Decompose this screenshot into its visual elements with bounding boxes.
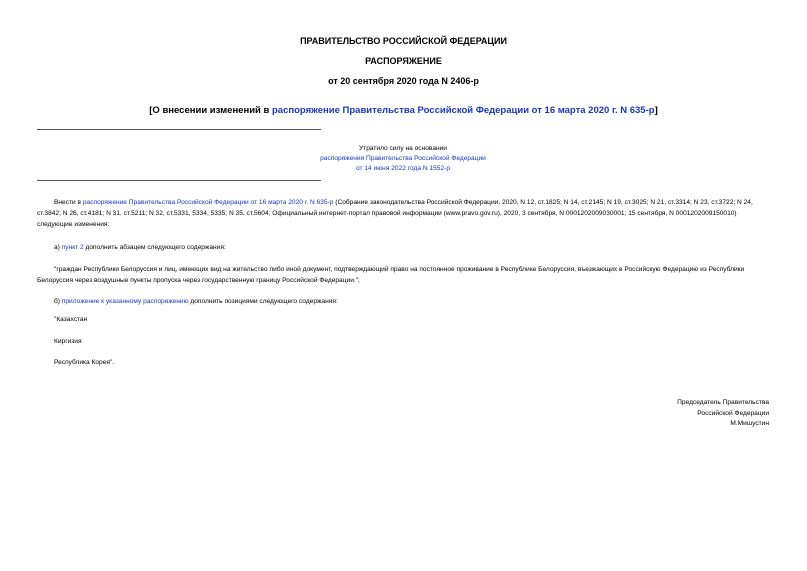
- repeal-note-line1: Утратило силу на основании: [359, 145, 447, 152]
- p1-link[interactable]: распоряжение Правительства Российской Федерации от 16 марта 2020 г. N 635-р: [82, 199, 334, 206]
- a-post: дополнить абзацем следующего содержания:: [83, 244, 226, 251]
- repeal-note-link2[interactable]: от 14 июня 2022 года N 1552-р: [356, 165, 450, 172]
- b-pre: б): [54, 298, 62, 305]
- list-item-kazakhstan: "Казахстан: [54, 316, 88, 323]
- divider-top: [37, 129, 321, 130]
- p1-post: (Собрание законодательства Российской Федерации, 2020, N 12, ст.1825; N 14, ст.2145; N 19, ст.3025; N 21, ст.3314; N 23, ст.3722; N 24, ст.3842; N 26, ст.4181; N 31, ст.5211; N 32, ст.5331, 5334, 5335; N 35, ст.5604; Официальный интернет-портал правовой информации (www.pravo.gov.ru), 2020, 3 сентября, N 0001202009030001; 15 сентября, N 0001202009150010) следующие изменения:: [37, 199, 753, 228]
- document-date-number: от 20 сентября 2020 года N 2406-р: [328, 76, 479, 86]
- list-item-korea: Республика Корея".: [54, 359, 115, 366]
- b-post: дополнить позициями следующего содержания:: [188, 298, 338, 305]
- paragraph-quote: "граждан Республики Белоруссия и лиц, имеющих вид на жительство либо иной документ, подтверждающий право на постоянное проживание в Республике Белоруссия, въезжающих в Российскую Федерацию из Республики Белоруссия через воздушные пункты пропуска через государственную границу Российской Федерации.";: [37, 266, 745, 284]
- p1-pre: Внести в: [54, 199, 83, 206]
- title-open: [О внесении изменений в: [149, 105, 272, 116]
- paragraph-intro: [37, 197, 769, 230]
- paragraph-a: [54, 242, 226, 253]
- document-type: РАСПОРЯЖЕНИЕ: [365, 56, 442, 66]
- title-link[interactable]: распоряжение Правительства Российской Федерации от 16 марта 2020 г. N 635-р: [272, 105, 655, 116]
- divider-bottom: [37, 180, 321, 181]
- signature-line1: Председатель Правительства: [677, 399, 769, 406]
- document-title: [0, 105, 807, 116]
- government-heading: ПРАВИТЕЛЬСТВО РОССИЙСКОЙ ФЕДЕРАЦИИ: [300, 36, 507, 46]
- signature-block: [677, 398, 769, 430]
- b-link[interactable]: приложение к указанному распоряжению: [61, 298, 189, 305]
- a-link[interactable]: пункт 2: [61, 244, 84, 251]
- signature-line2: Российской Федерации: [697, 409, 769, 417]
- repeal-note: [300, 144, 506, 174]
- title-close: ]: [654, 105, 658, 116]
- signature-line3: М.Мишустин: [730, 420, 769, 427]
- repeal-note-link1[interactable]: распоряжения Правительства Российской Федерации: [320, 155, 486, 162]
- a-pre: а): [54, 244, 62, 251]
- list-item-kyrgyzstan: Киргизия: [54, 338, 82, 345]
- paragraph-b: [54, 296, 338, 307]
